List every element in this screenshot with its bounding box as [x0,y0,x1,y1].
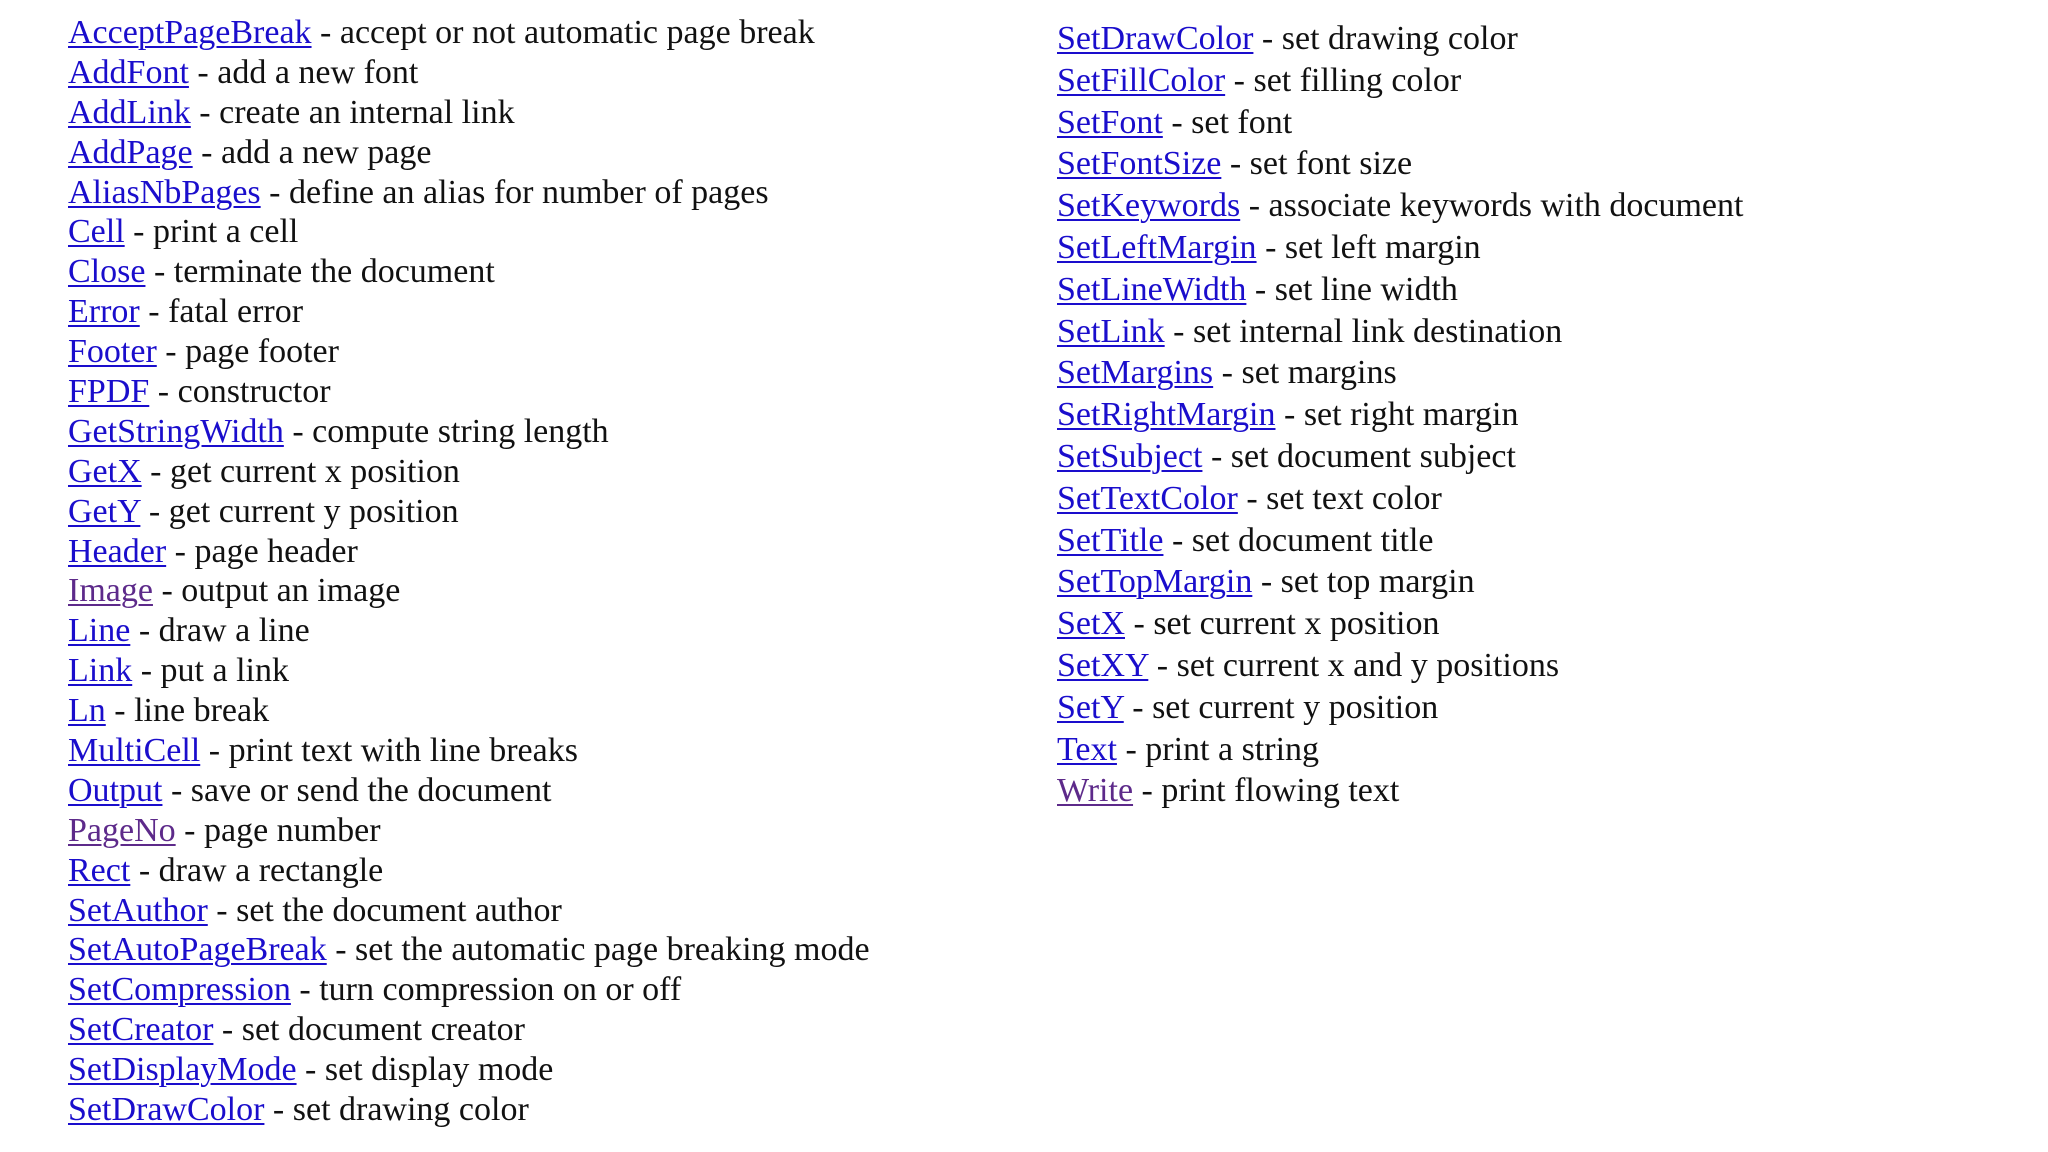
function-entry [1057,269,1743,311]
function-link[interactable]: Image [68,572,153,610]
entry-separator: - [1125,605,1154,643]
function-description: set drawing color [292,1091,529,1129]
function-description: set line width [1274,270,1458,308]
function-link[interactable]: AliasNbPages [68,173,261,211]
function-description: get current x position [169,452,460,490]
function-link[interactable]: SetTitle [1057,521,1164,559]
entry-separator: - [152,572,182,610]
function-entry [1057,18,1743,60]
function-description: save or send the document [190,771,552,809]
function-description: accept or not automatic page break [339,14,815,51]
function-description: set the automatic page breaking mode [355,931,870,969]
function-description: compute string length [312,412,609,450]
function-link[interactable]: Header [68,532,167,570]
entry-separator: - [1225,61,1254,99]
function-description: create an internal link [219,93,515,131]
function-entry [68,811,870,851]
function-link[interactable]: SetAutoPageBreak [68,931,327,969]
function-description: set current x position [1153,605,1440,643]
entry-separator: - [1148,646,1177,684]
entry-separator: - [130,851,159,889]
function-entry [1057,394,1743,436]
function-description: print a string [1145,730,1320,768]
function-description: print flowing text [1161,772,1400,810]
function-link[interactable]: Write [1057,772,1134,810]
function-description: set document creator [241,1011,525,1049]
function-link[interactable]: SetCompression [68,971,291,1009]
entry-separator: - [1123,688,1153,726]
function-link[interactable]: AddFont [68,53,189,91]
function-description: print a cell [153,213,299,251]
function-entry [68,212,870,252]
entry-separator: - [188,53,218,91]
function-description: set current y position [1152,688,1439,726]
function-entry [68,372,870,412]
function-link[interactable]: PageNo [68,811,176,849]
function-link[interactable]: SetSubject [1057,437,1203,475]
entry-separator: - [213,1011,242,1049]
function-link[interactable]: GetStringWidth [68,412,284,450]
entry-separator: - [190,93,220,131]
function-entry [1057,227,1743,269]
entry-separator: - [1246,270,1275,308]
function-entry [68,930,870,970]
function-link[interactable]: SetDrawColor [1057,20,1254,57]
function-link[interactable]: SetCreator [68,1011,214,1049]
function-entry [68,93,870,133]
function-entry [68,332,870,372]
function-description: get current y position [168,492,459,530]
function-description: set font size [1249,145,1413,183]
entry-separator: - [1256,228,1285,266]
function-link[interactable]: SetAuthor [68,891,208,929]
entry-separator: - [124,213,153,251]
function-description: turn compression on or off [319,971,682,1009]
function-description: put a link [160,652,289,690]
entry-separator: - [283,412,313,450]
function-entry [1057,603,1743,645]
function-description: set left margin [1284,228,1481,266]
function-link[interactable]: SetLineWidth [1057,270,1247,308]
function-entry [68,571,870,611]
entry-separator: - [1116,730,1146,768]
function-link[interactable]: SetTextColor [1057,479,1238,517]
function-list-right [1057,18,1743,812]
entry-separator: - [1221,145,1250,183]
entry-separator: - [192,133,221,171]
function-description: add a new page [220,133,432,171]
function-entry [68,492,870,532]
function-entry [68,731,870,771]
function-link[interactable]: SetLink [1057,312,1165,350]
entry-separator: - [105,692,135,730]
function-link[interactable]: MultiCell [68,732,201,770]
function-description: page number [203,811,381,849]
entry-separator: - [200,732,229,770]
entry-separator: - [166,532,195,570]
entry-separator: - [1163,521,1192,559]
function-entry [68,53,870,93]
function-link[interactable]: SetTopMargin [1057,563,1253,601]
function-link[interactable]: Ln [68,692,106,730]
function-description: terminate the document [173,253,495,291]
function-description: set document title [1191,521,1434,559]
function-entry [1057,478,1743,520]
function-link[interactable]: Error [68,293,140,331]
function-description: set top margin [1280,563,1475,601]
entry-separator: - [139,293,169,331]
function-link[interactable]: SetDisplayMode [68,1051,297,1089]
function-description: set margins [1241,354,1397,392]
function-description: fatal error [168,293,304,331]
function-description: draw a rectangle [158,851,384,889]
function-entry [68,891,870,931]
entry-separator: - [1252,563,1281,601]
function-description: set display mode [324,1051,554,1089]
function-entry [1057,687,1743,729]
function-entry [68,970,870,1010]
function-link[interactable]: Rect [68,851,131,889]
function-description: add a new font [217,53,419,91]
function-entry [1057,561,1743,603]
function-entry [68,252,870,292]
function-entry [1057,729,1743,771]
entry-separator: - [1253,20,1282,57]
function-entry [68,771,870,811]
entry-separator: - [326,931,356,969]
entry-separator: - [1162,103,1192,141]
function-entry [68,532,870,572]
function-entry [1057,143,1743,185]
entry-separator: - [264,1091,293,1129]
function-entry [68,1090,870,1130]
function-entry [68,452,870,492]
entry-separator: - [260,173,289,211]
entry-separator: - [1164,312,1193,350]
entry-separator: - [1213,354,1242,392]
entry-separator: - [130,612,159,650]
function-description: print text with line breaks [228,732,578,770]
function-entry [1057,770,1743,812]
function-entry [68,13,870,53]
function-link[interactable]: Line [68,612,131,650]
entry-separator: - [140,492,169,530]
entry-separator: - [1133,772,1162,810]
function-description: set current x and y positions [1176,646,1560,684]
function-entry [1057,520,1743,562]
function-link[interactable]: SetY [1057,688,1124,726]
function-link[interactable]: Cell [68,213,125,251]
function-entry [68,173,870,213]
function-link[interactable]: Footer [68,333,157,371]
function-description: set the document author [236,891,562,929]
entry-separator: - [290,971,320,1009]
function-entry [68,651,870,691]
function-description: set drawing color [1281,20,1518,57]
function-entry [68,611,870,651]
function-description: set font [1191,103,1293,141]
entry-separator: - [145,253,174,291]
function-entry [68,1010,870,1050]
function-description: set text color [1266,479,1442,517]
entry-separator: - [141,452,170,490]
function-description: set document subject [1230,437,1516,475]
function-description: set filling color [1253,61,1462,99]
function-description: associate keywords with document [1268,187,1744,225]
function-link[interactable]: SetFillColor [1057,61,1226,99]
function-description: set right margin [1303,396,1519,434]
entry-separator: - [156,333,186,371]
function-entry [1057,60,1743,102]
function-link[interactable]: SetXY [1057,646,1149,684]
function-entry [68,691,870,731]
entry-separator: - [311,14,340,51]
function-entry [68,133,870,173]
entry-separator: - [207,891,237,929]
function-description: page header [194,532,358,570]
function-link[interactable]: SetRightMargin [1057,396,1276,434]
function-entry [1057,185,1743,227]
function-link[interactable]: GetX [68,452,142,490]
entry-separator: - [175,811,204,849]
function-link[interactable]: SetDrawColor [68,1091,265,1129]
function-description: page footer [185,333,339,371]
entry-separator: - [296,1051,325,1089]
entry-separator: - [1237,479,1267,517]
function-entry [1057,645,1743,687]
function-entry [68,292,870,332]
entry-separator: - [1202,437,1231,475]
function-entry [1057,102,1743,144]
function-entry [1057,436,1743,478]
function-link[interactable]: AcceptPageBreak [68,14,312,51]
function-link[interactable]: SetFontSize [1057,145,1222,183]
function-list-left [68,13,870,1130]
entry-separator: - [149,373,178,411]
function-link[interactable]: SetMargins [1057,354,1214,392]
function-description: output an image [181,572,401,610]
function-link[interactable]: FPDF [68,373,150,411]
function-link[interactable]: Close [68,253,146,291]
function-description: define an alias for number of pages [288,173,769,211]
function-link[interactable]: Output [68,771,163,809]
entry-separator: - [1240,187,1269,225]
function-entry [1057,311,1743,353]
function-link[interactable]: SetFont [1057,103,1163,141]
function-description: set internal link destination [1193,312,1563,350]
function-entry [1057,352,1743,394]
function-entry [68,412,870,452]
function-entry [68,851,870,891]
entry-separator: - [132,652,161,690]
function-description: constructor [177,373,331,411]
function-link[interactable]: Text [1057,730,1117,768]
function-link[interactable]: GetY [68,492,141,530]
function-description: line break [134,692,270,730]
function-link[interactable]: AddPage [68,133,193,171]
function-link[interactable]: SetX [1057,605,1125,643]
function-description: draw a line [158,612,310,650]
entry-separator: - [1275,396,1304,434]
entry-separator: - [162,771,191,809]
function-link[interactable]: SetKeywords [1057,187,1241,225]
function-link[interactable]: Link [68,652,133,690]
function-link[interactable]: SetLeftMargin [1057,228,1257,266]
function-entry [68,1050,870,1090]
function-link[interactable]: AddLink [68,93,191,131]
